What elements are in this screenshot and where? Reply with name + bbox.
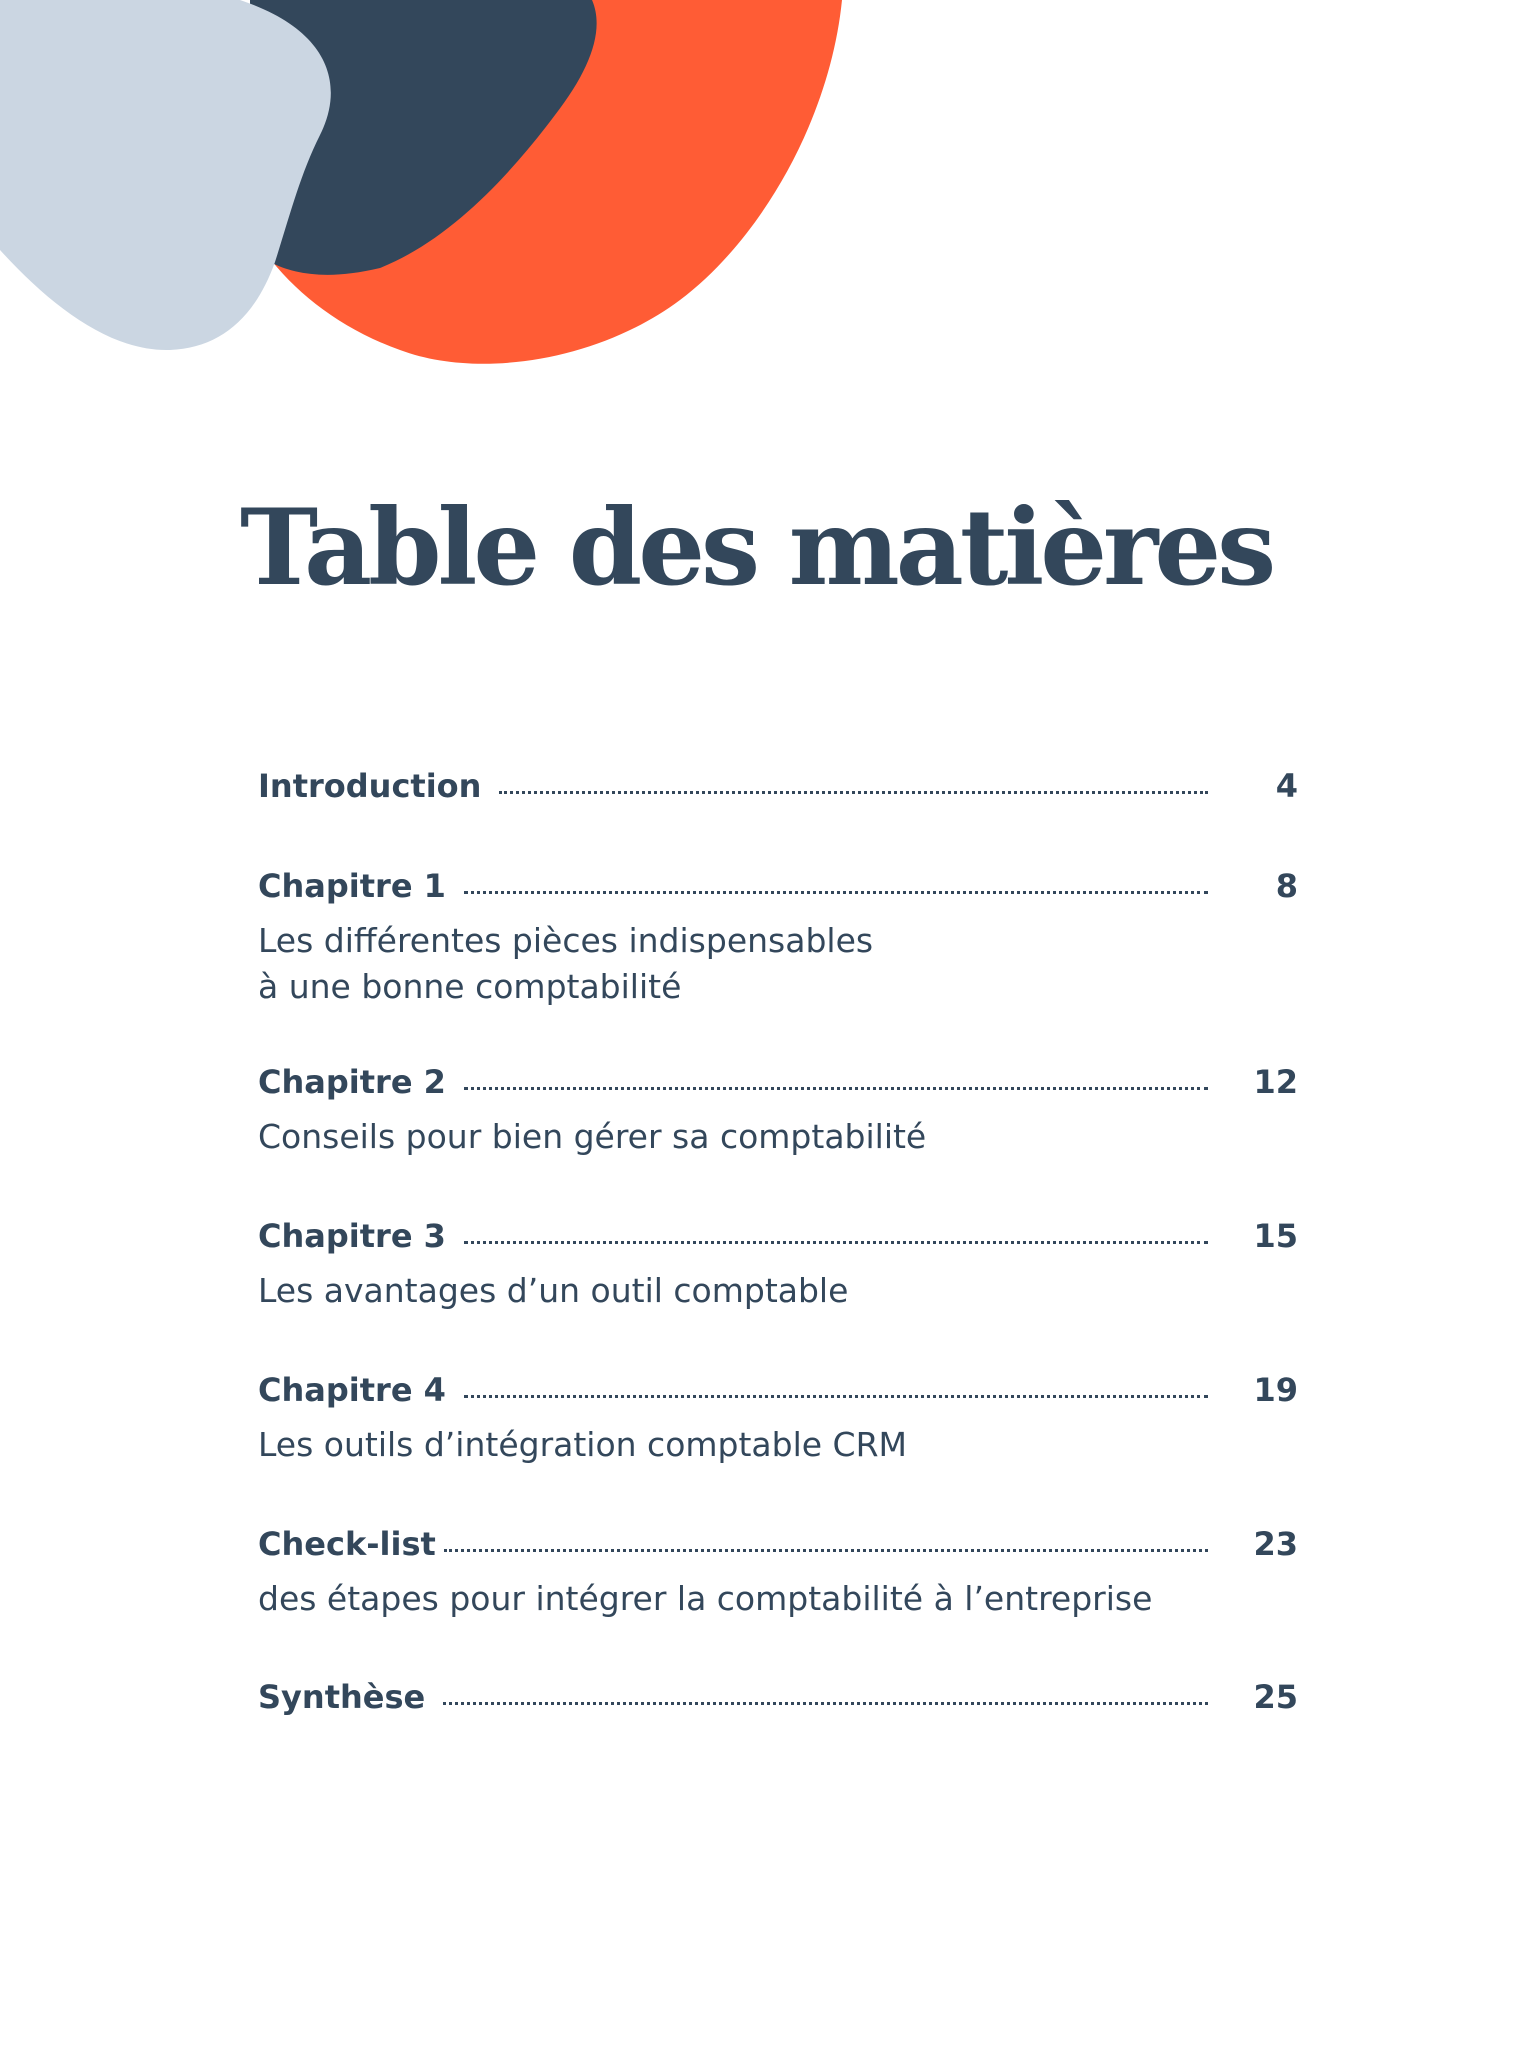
toc-entry-description-line: Les différentes pièces indispensables — [258, 921, 874, 960]
toc-entry-label: Check-list — [258, 1525, 436, 1563]
toc-entry-description-line: des étapes pour intégrer la comptabilité à l’entreprise — [258, 1579, 1153, 1618]
toc-entry-description-line: Conseils pour bien gérer sa comptabilité — [258, 1117, 927, 1156]
dot-leader — [499, 791, 1208, 794]
dot-leader — [444, 1549, 1208, 1552]
toc-entry-label: Chapitre 4 — [258, 1371, 446, 1409]
toc-entry-page: 12 — [1253, 1063, 1298, 1101]
page-title: Table des matières — [240, 485, 1273, 609]
toc-entry-label: Introduction — [258, 767, 482, 805]
toc-entry-page: 15 — [1253, 1217, 1298, 1255]
toc-entry-page: 23 — [1253, 1525, 1298, 1563]
toc-entry-description — [258, 1422, 1298, 1468]
toc-entry-label: Chapitre 2 — [258, 1063, 446, 1101]
toc-entry-check-list[interactable] — [258, 1520, 1298, 1622]
toc-entry-chapitre-4[interactable] — [258, 1366, 1298, 1468]
toc-entry-page: 8 — [1275, 867, 1298, 905]
toc-entry-description — [258, 1576, 1298, 1622]
toc-entry-label: Synthèse — [258, 1678, 426, 1716]
toc-entry-chapitre-1[interactable] — [258, 862, 1298, 1010]
toc-entry-label: Chapitre 3 — [258, 1217, 446, 1255]
toc-entry-description — [258, 918, 1298, 1010]
toc-entry-synthese[interactable] — [258, 1673, 1298, 1717]
toc-entry-page: 25 — [1253, 1678, 1298, 1716]
dot-leader — [464, 1241, 1208, 1244]
dot-leader — [464, 1395, 1208, 1398]
decorative-blobs — [0, 0, 1535, 400]
dot-leader — [464, 1087, 1208, 1090]
toc-entry-description — [258, 1114, 1298, 1160]
dot-leader — [443, 1702, 1208, 1705]
toc-entry-label: Chapitre 1 — [258, 867, 446, 905]
toc-entry-chapitre-2[interactable] — [258, 1058, 1298, 1160]
toc-entry-chapitre-3[interactable] — [258, 1212, 1298, 1314]
toc-entry-description-line: Les outils d’intégration comptable CRM — [258, 1425, 907, 1464]
toc-entry-introduction[interactable] — [258, 762, 1298, 806]
toc-entry-description-line: Les avantages d’un outil comptable — [258, 1271, 849, 1310]
toc-entry-description-line: à une bonne comptabilité — [258, 967, 682, 1006]
light-blue-blob — [0, 0, 331, 350]
toc-entry-page: 19 — [1253, 1371, 1298, 1409]
toc-entry-page: 4 — [1275, 767, 1298, 805]
dot-leader — [464, 891, 1208, 894]
toc-entry-description — [258, 1268, 1298, 1314]
